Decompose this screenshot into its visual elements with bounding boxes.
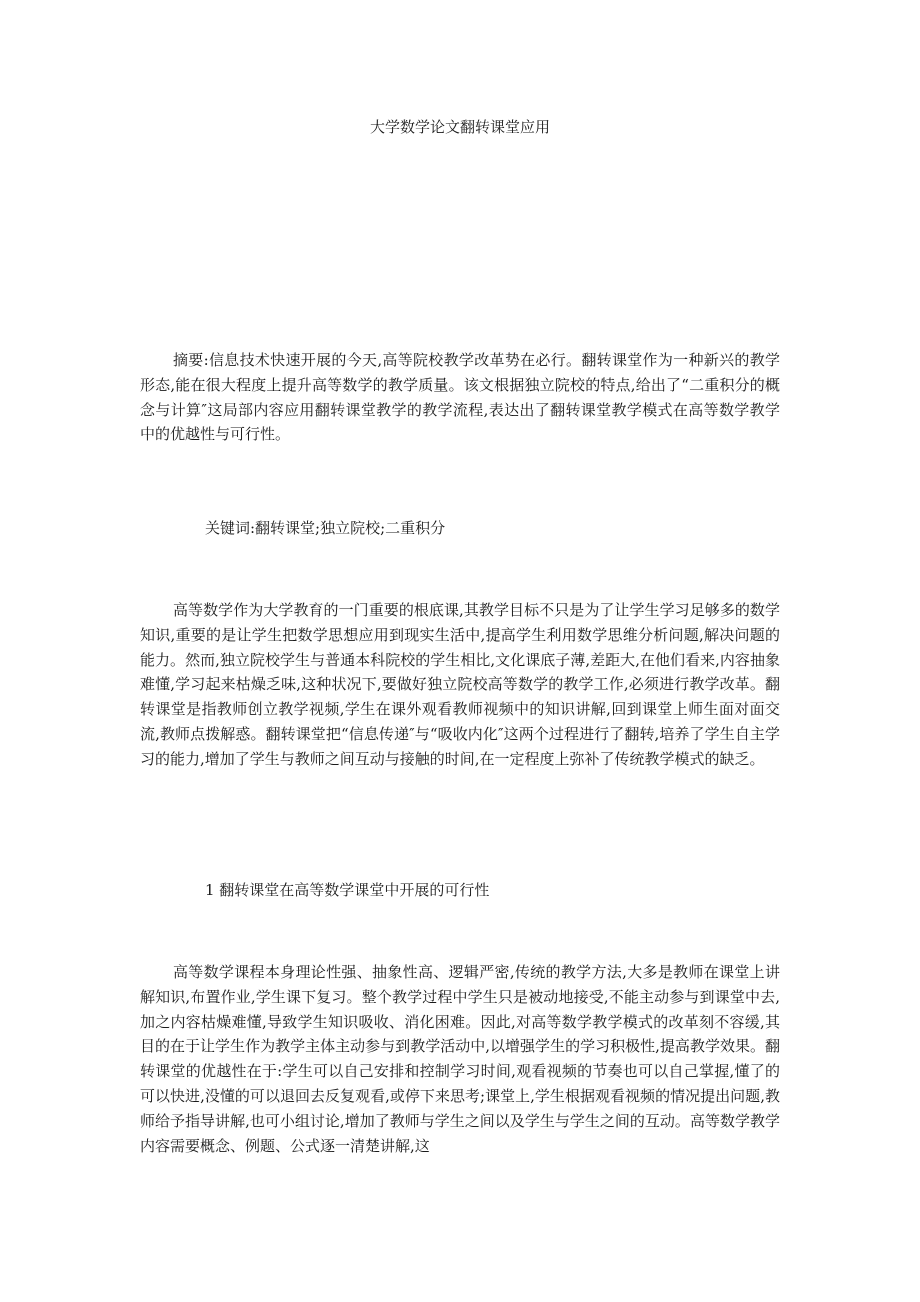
section-heading-1: 1 翻转课堂在高等数学课堂中开展的可行性 <box>205 881 490 899</box>
keywords-line: 关键词:翻转课堂;独立院校;二重积分 <box>205 519 446 537</box>
section-1-paragraph: 高等数学课程本身理论性强、抽象性高、逻辑严密,传统的教学方法,大多是教师在课堂上讲解知识,布置作业,学生课下复习。整个教学过程中学生只是被动地接受,不能主动参与到课堂中去,加之内容枯燥难懂,导致学生知识吸收、消化困难。因此,对高等数学教学模式的改革刻不容缓,其目的在于让学生作为教学主体主动参与到教学活动中,以增强学生的学习积极性,提高教学效果。翻转课堂的优越性在于:学生可以自己安排和控制学习时间,观看视频的节奏也可以自己掌握,懂了的可以快进,没懂的可以退回去反复观看,或停下来思考;课堂上,学生根据观看视频的情况提出问题,教师给予指导讲解,也可小组讨论,增加了教师与学生之间以及学生与学生之间的互动。高等数学教学内容需要概念、例题、公式逐一清楚讲解,这 <box>140 963 780 1155</box>
abstract-paragraph: 摘要:信息技术快速开展的今天,高等院校教学改革势在必行。翻转课堂作为一种新兴的教学形态,能在很大程度上提升高等数学的教学质量。该文根据独立院校的特点,给出了“二重积分的概念与计算″这局部内容应用翻转课堂教学的教学流程,表达出了翻转课堂教学模式在高等数学教学中的优越性与可行性。 <box>140 351 780 444</box>
document-title: 大学数学论文翻转课堂应用 <box>369 118 550 136</box>
intro-paragraph: 高等数学作为大学教育的一门重要的根底课,其教学目标不只是为了让学生学习足够多的数学知识,重要的是让学生把数学思想应用到现实生活中,提高学生利用数学思维分析问题,解决问题的能力。然而,独立院校学生与普通本科院校的学生相比,文化课底子薄,差距大,在他们看来,内容抽象难懂,学习起来枯燥乏味,这种状况下,要做好独立院校高等数学的教学工作,必须进行教学改革。翻转课堂是指教师创立教学视频,学生在课外观看教师视频中的知识讲解,回到课堂上师生面对面交流,教师点拨解惑。翻转课堂把“信息传递″与“吸收内化″这两个过程进行了翻转,培养了学生自主学习的能力,增加了学生与教师之间互动与接触的时间,在一定程度上弥补了传统教学模式的缺乏。 <box>140 601 780 768</box>
